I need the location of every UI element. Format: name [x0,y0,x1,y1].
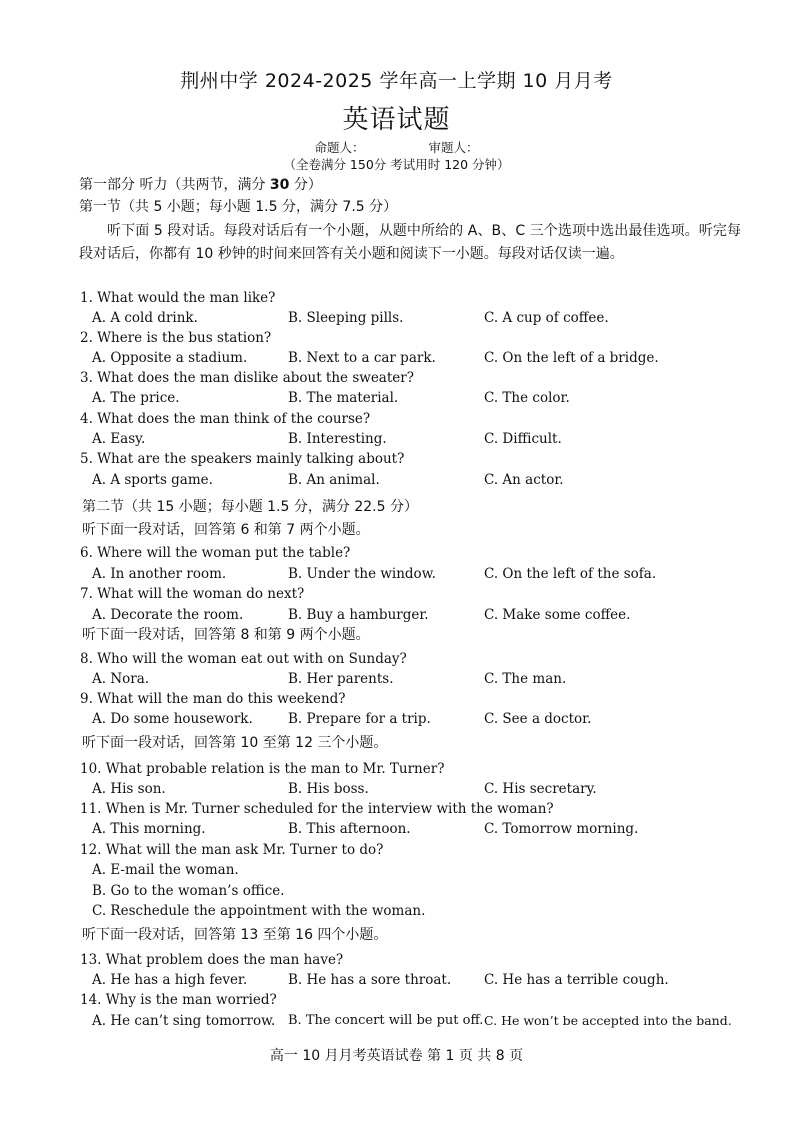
option-7b: B. Buy a hamburger. [288,607,429,623]
option-5b: B. An animal. [288,472,380,488]
question-5: 5. What are the speakers mainly talking about? [80,451,405,467]
question-6: 6. Where will the woman put the table? [80,545,351,561]
option-4b: B. Interesting. [288,431,387,447]
option-10c: C. His secretary. [484,781,597,797]
option-14a: A. He can’t sing tomorrow. [92,1013,276,1029]
section2-heading: 第二节（共 15 小题；每小题 1.5 分，满分 22.5 分） [82,499,418,515]
option-3c: C. The color. [484,390,570,406]
option-7a: A. Decorate the room. [92,607,244,623]
option-11c: C. Tomorrow morning. [484,821,639,837]
question-11: 11. When is Mr. Turner scheduled for the interview with the woman? [80,801,554,817]
option-6c: C. On the left of the sofa. [484,566,657,582]
section1-instructions: 听下面 5 段对话。每段对话后有一个小题，从题中所给的 A、B、C 三个选项中选出最佳选项。听完每段对话后，你都有 10 秒钟的时间来回答有关小题和阅读下一小题。每段对话仅读一遍。 [79,223,741,262]
option-1a: A. A cold drink. [92,310,198,326]
page-footer: 高一 10 月月考英语试卷 第 1 页 共 8 页 [269,1048,524,1064]
setter-line [0,138,793,156]
option-5a: A. A sports game. [92,472,213,488]
group-instruction-4: 听下面一段对话，回答第 13 至第 16 四个小题。 [82,927,388,943]
option-11a: A. This morning. [92,821,206,837]
question-14: 14. Why is the man worried? [80,992,277,1008]
exam-title: 荆州中学 2024-2025 学年高一上学期 10 月月考 [180,70,613,92]
option-3b: B. The material. [288,390,399,406]
section1-heading: 第一节（共 5 小题；每小题 1.5 分，满分 7.5 分） [79,199,398,215]
option-2b: B. Next to a car park. [288,350,436,366]
option-2c: C. On the left of a bridge. [484,350,659,366]
question-13: 13. What problem does the man have? [80,952,344,968]
setter-label: 命题人： [314,140,365,155]
option-6b: B. Under the window. [288,566,436,582]
option-9c: C. See a doctor. [484,711,592,727]
group-instruction-2: 听下面一段对话，回答第 8 和第 9 两个小题。 [82,627,370,643]
question-4: 4. What does the man think of the course? [80,411,371,427]
question-7: 7. What will the woman do next? [80,586,305,602]
exam-subject-title: 英语试题 [342,105,451,135]
option-11b: B. This afternoon. [288,821,411,837]
option-10b: B. His boss. [288,781,369,797]
question-12: 12. What will the man ask Mr. Turner to do? [80,842,384,858]
option-12c: C. Reschedule the appointment with the woman. [92,903,426,919]
option-4a: A. Easy. [92,431,146,447]
option-2a: A. Opposite a stadium. [92,350,248,366]
option-9a: A. Do some housework. [92,711,253,727]
group-instruction-1: 听下面一段对话，回答第 6 和第 7 两个小题。 [82,522,370,538]
group-instruction-3: 听下面一段对话，回答第 10 至第 12 三个小题。 [82,735,388,751]
question-2: 2. Where is the bus station? [80,330,272,346]
exam-info: （全卷满分 150分 考试用时 120 分钟） [283,157,510,172]
option-3a: A. The price. [92,390,180,406]
reviewer-label: 审题人： [428,140,479,155]
option-13b: B. He has a sore throat. [288,972,452,988]
option-6a: A. In another room. [92,566,227,582]
question-3: 3. What does the man dislike about the sweater? [80,370,414,386]
option-8c: C. The man. [484,671,567,687]
option-8b: B. Her parents. [288,671,394,687]
option-7c: C. Make some coffee. [484,607,631,623]
option-8a: A. Nora. [92,671,150,687]
option-4c: C. Difficult. [484,431,562,447]
option-9b: B. Prepare for a trip. [288,711,431,727]
option-10a: A. His son. [92,781,166,797]
option-13a: A. He has a high fever. [92,972,248,988]
part1-heading: 第一部分 听力（共两节，满分 30 分） [79,177,322,193]
question-8: 8. Who will the woman eat out with on Sunday? [80,651,407,667]
option-13c: C. He has a terrible cough. [484,972,669,988]
option-14b: B. The concert will be put off. [288,1013,484,1028]
option-14c: C. He won’t be accepted into the band. [484,1013,732,1028]
option-12b: B. Go to the woman’s office. [92,883,285,899]
option-5c: C. An actor. [484,472,564,488]
option-1c: C. A cup of coffee. [484,310,609,326]
option-12a: A. E-mail the woman. [92,862,239,878]
question-1: 1. What would the man like? [80,290,276,306]
question-10: 10. What probable relation is the man to Mr. Turner? [80,761,445,777]
option-1b: B. Sleeping pills. [288,310,404,326]
question-9: 9. What will the man do this weekend? [80,691,346,707]
